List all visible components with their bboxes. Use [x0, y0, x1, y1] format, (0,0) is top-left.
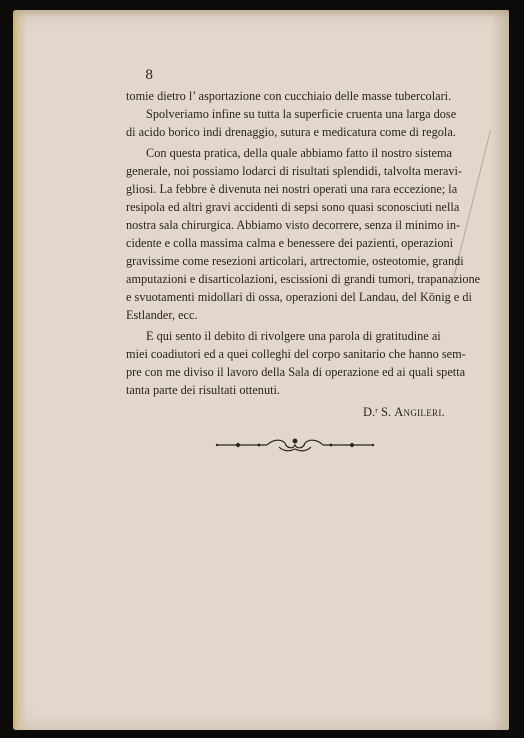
- body-line: cidente e colla massima calma e benessere dei pazienti, operazioni: [126, 236, 454, 250]
- body-line: di acido borico indi drenaggio, sutura e medicatura come di regola.: [126, 125, 456, 139]
- worn-left-edge: [13, 10, 27, 730]
- signature: [363, 405, 445, 420]
- body-line: gravissime come resezioni articolari, artrectomie, osteotomie, grandi: [126, 254, 464, 268]
- page-right-shadow: [491, 10, 509, 730]
- body-line: tomie dietro l’ asportazione con cucchiaio delle masse tubercolari.: [126, 89, 452, 103]
- body-line: amputazioni e disarticolazioni, escissioni di grandi tumori, trapanazione: [126, 272, 481, 286]
- page-top-shadow: [13, 10, 509, 18]
- body-line: E qui sento il debito di rivolgere una parola di gratitudine ai: [146, 329, 441, 343]
- body-line: miei coadiutori ed a quei colleghi del corpo sanitario che hanno sem-: [126, 347, 466, 361]
- body-line: gliosi. La febbre è divenuta nei nostri operati una rara eccezione; la: [126, 182, 458, 196]
- body-line: resipola ed altri gravi accidenti di sepsi sono quasi sconosciuti nella: [126, 200, 460, 214]
- body-line: Estlander, ecc.: [126, 308, 198, 322]
- body-line: nostra sala chirurgica. Abbiamo visto decorrere, senza il minimo in-: [126, 218, 461, 232]
- book-page: [13, 10, 509, 730]
- ornament-divider: [215, 435, 375, 455]
- page-number: 8: [145, 68, 154, 83]
- signature-prefix: D.ʳ S.: [363, 405, 392, 419]
- body-line: e svuotamenti midollari di ossa, operazioni del Landau, del König e di: [126, 290, 472, 304]
- body-line: Spolveriamo infine su tutta la superficie cruenta una larga dose: [146, 107, 457, 121]
- signature-name: Angileri.: [394, 405, 446, 419]
- body-line: Con questa pratica, della quale abbiamo fatto il nostro sistema: [146, 146, 452, 160]
- body-line: pre con me diviso il lavoro della Sala di operazione ed ai quali spetta: [126, 365, 466, 379]
- body-line: generale, noi possiamo lodarci di risultati splendidi, talvolta meravi-: [126, 164, 463, 178]
- body-line: tanta parte dei risultati ottenuti.: [126, 383, 281, 397]
